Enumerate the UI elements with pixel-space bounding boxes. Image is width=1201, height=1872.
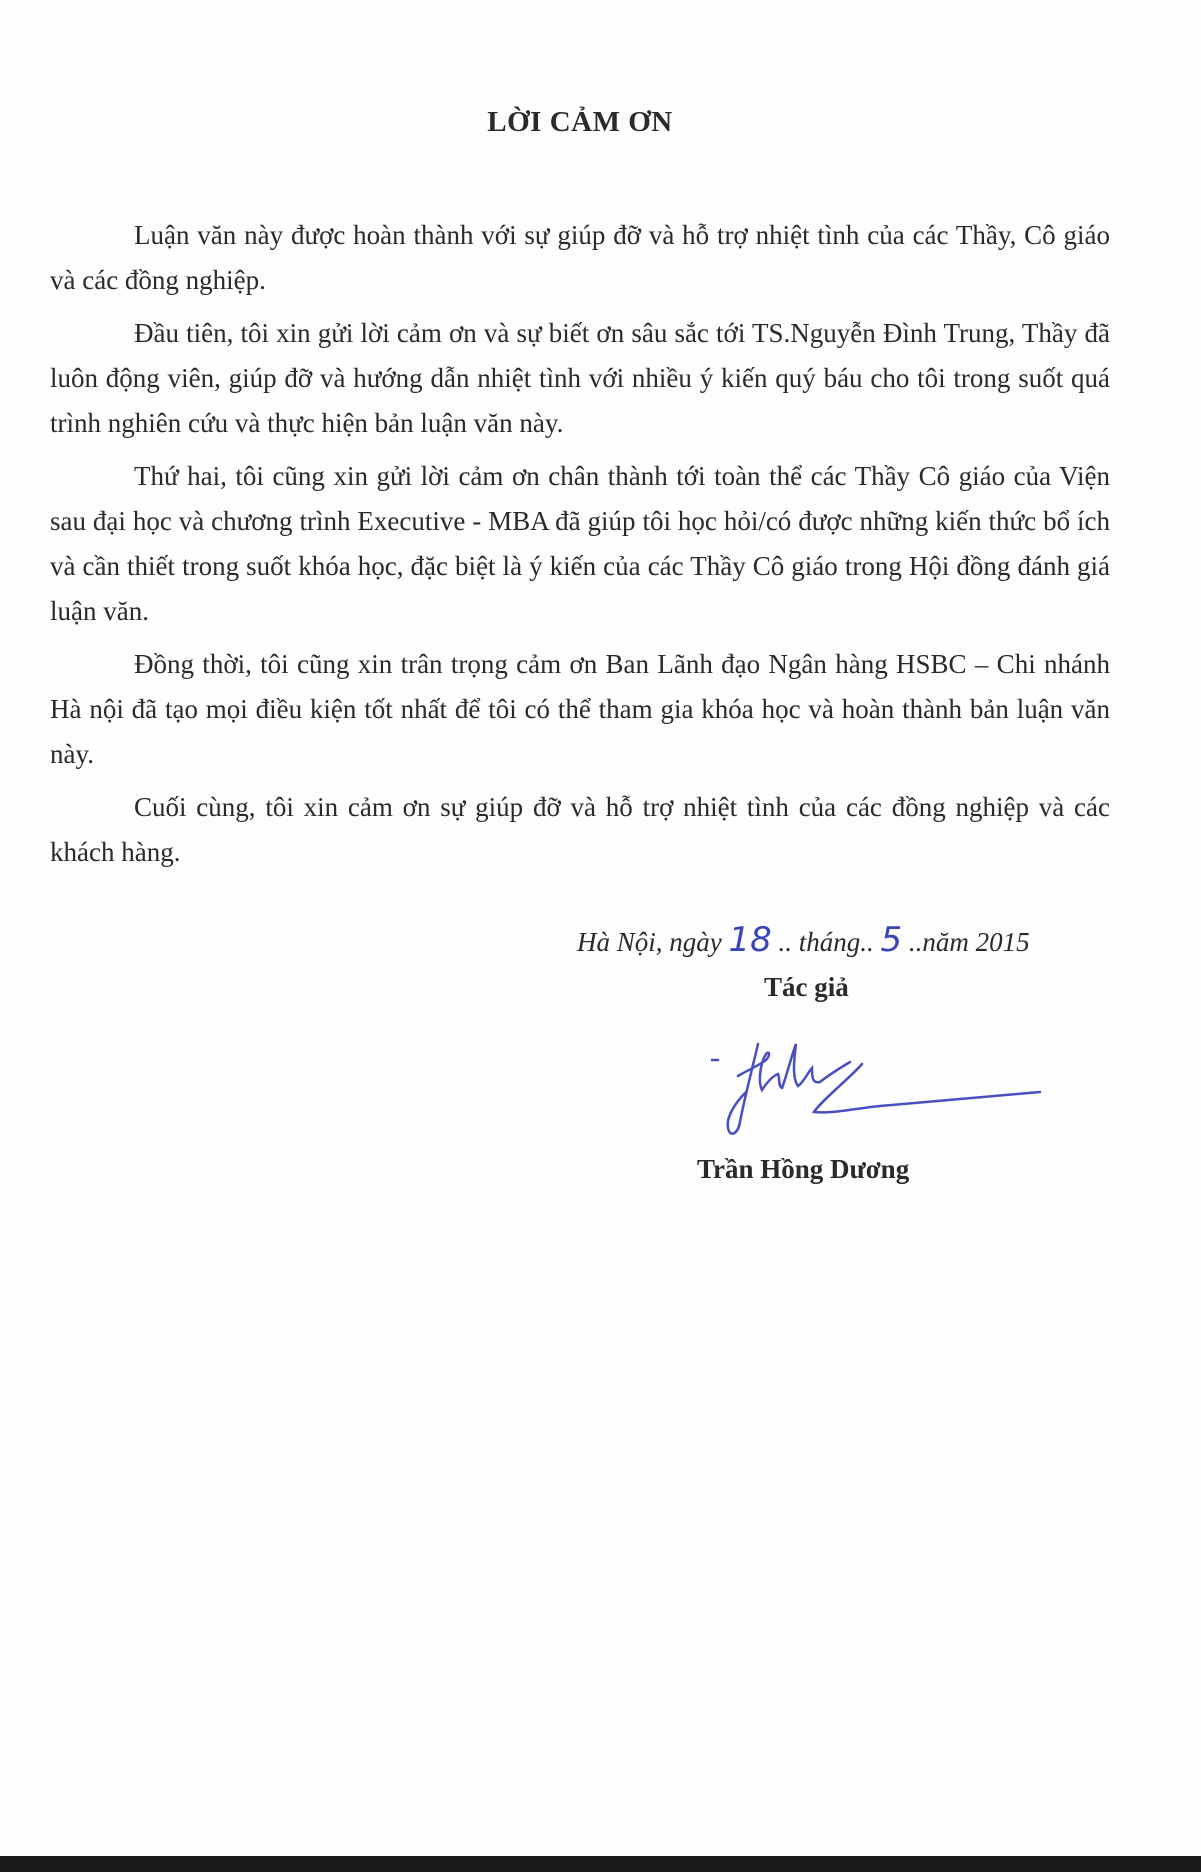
date-dots: .. [778, 927, 793, 957]
handwritten-month: 5 [880, 920, 903, 960]
body-text [50, 213, 1110, 883]
paragraph: Cuối cùng, tôi xin cảm ơn sự giúp đỡ và hỗ trợ nhiệt tình của các đồng nghiệp và các khách hàng. [50, 792, 1110, 867]
month-label: tháng.. [798, 927, 874, 957]
signature-image [700, 1030, 1050, 1140]
paragraph: Luận văn này được hoàn thành với sự giúp đỡ và hỗ trợ nhiệt tình của các Thầy, Cô giáo và các đồng nghiệp. [50, 220, 1110, 295]
date-prefix: Hà Nội, ngày [577, 927, 722, 957]
paragraph: Đầu tiên, tôi xin gửi lời cảm ơn và sự biết ơn sâu sắc tới TS.Nguyễn Đình Trung, Thầy đã luôn động viên, giúp đỡ và hướng dẫn nhiệt tình với nhiều ý kiến quý báu cho tôi trong suốt quá trình nghiên cứu và thực hiện bản luận văn này. [50, 318, 1110, 438]
author-label: Tác giả [764, 972, 849, 1002]
year-label: ..năm 2015 [908, 927, 1030, 957]
document-title: LỜI CẢM ƠN [487, 106, 673, 138]
paragraph: Thứ hai, tôi cũng xin gửi lời cảm ơn chân thành tới toàn thể các Thầy Cô giáo của Viện sau đại học và chương trình Executive - MBA đã giúp tôi học hỏi/có được những kiến thức bổ ích và cần thiết trong suốt khóa học, đặc biệt là ý kiến của các Thầy Cô giáo trong Hội đồng đánh giá luận văn. [50, 461, 1110, 626]
scan-edge [0, 1856, 1201, 1872]
handwritten-day: 18 [728, 920, 772, 960]
paragraph: Đồng thời, tôi cũng xin trân trọng cảm ơn Ban Lãnh đạo Ngân hàng HSBC – Chi nhánh Hà nội đã tạo mọi điều kiện tốt nhất để tôi có thể tham gia khóa học và hoàn thành bản luận văn này. [50, 649, 1110, 769]
author-name: Trần Hồng Dương [697, 1154, 910, 1184]
date-line [577, 920, 1030, 960]
